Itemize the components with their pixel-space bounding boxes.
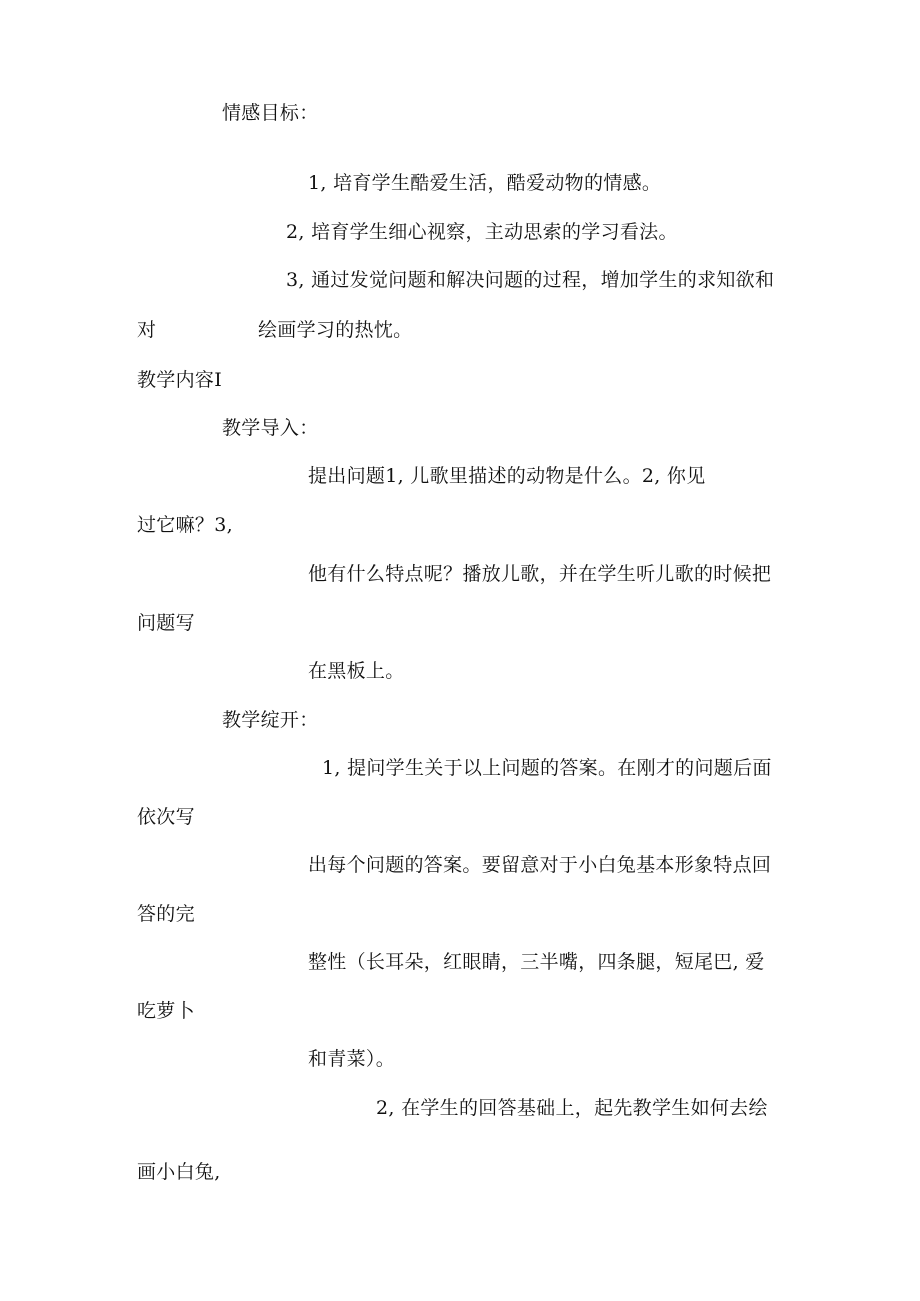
- heading-teaching-content: 教学内容I: [137, 369, 223, 391]
- paragraph-line: 在黑板上。: [308, 660, 405, 682]
- paragraph-line: 整性（长耳朵，红眼睛，三半嘴，四条腿，短尾巴, 爱: [308, 951, 765, 973]
- paragraph-line: 2, 在学生的回答基础上，起先教学生如何去绘: [376, 1097, 768, 1119]
- goal-item-3-continued: 绘画学习的热忱。: [258, 319, 413, 341]
- paragraph-line: 出每个问题的答案。要留意对于小白兔基本形象特点回: [308, 854, 772, 876]
- goal-item-3: 3, 通过发觉问题和解决问题的过程，增加学生的求知欲和: [286, 269, 775, 291]
- paragraph-line: 他有什么特点呢？播放儿歌，并在学生听儿歌的时候把: [308, 563, 772, 585]
- paragraph-line: 画小白兔,: [137, 1161, 221, 1183]
- goal-item-1: 1, 培育学生酷爱生活，酷爱动物的情感。: [308, 172, 662, 194]
- paragraph-line: 答的完: [137, 903, 195, 925]
- heading-teaching-development: 教学绽开：: [222, 709, 319, 731]
- paragraph-line: 依次写: [137, 806, 195, 828]
- paragraph-line: 和青菜）。: [308, 1048, 396, 1070]
- goal-item-2: 2, 培育学生细心视察，主动思索的学习看法。: [286, 221, 678, 243]
- paragraph-line: 过它嘛？3,: [137, 514, 233, 536]
- paragraph-line: 问题写: [137, 612, 195, 634]
- paragraph-line: 提出问题1, 儿歌里描述的动物是什么。2, 你见: [308, 465, 706, 487]
- paragraph-line: 吃萝卜: [137, 1000, 195, 1022]
- goal-item-3-continued-prefix: 对: [137, 319, 157, 341]
- paragraph-line: 1, 提问学生关于以上问题的答案。在刚才的问题后面: [322, 757, 772, 779]
- heading-emotional-goals: 情感目标：: [222, 102, 319, 124]
- heading-teaching-intro: 教学导入：: [222, 417, 319, 439]
